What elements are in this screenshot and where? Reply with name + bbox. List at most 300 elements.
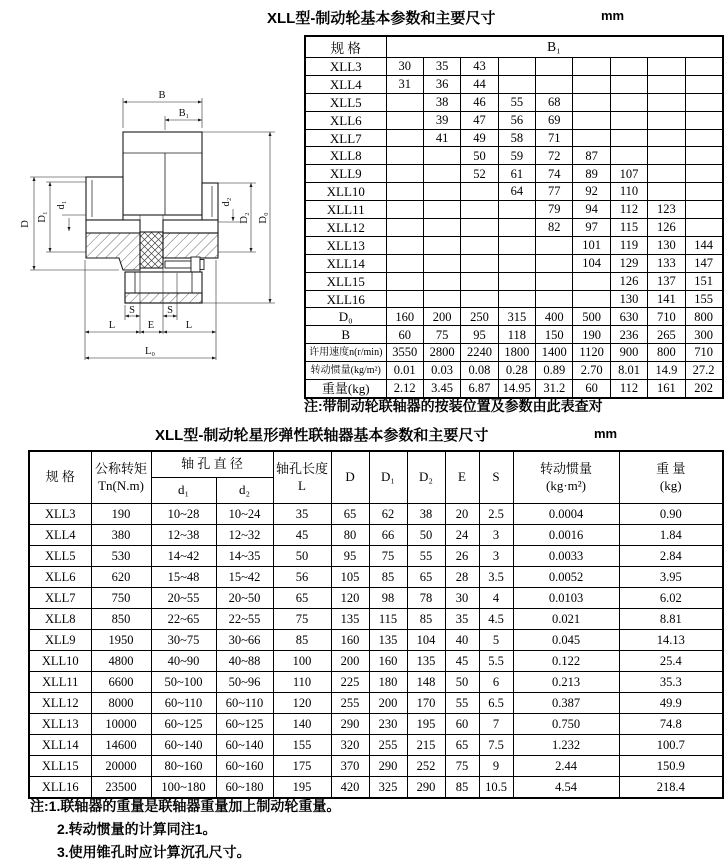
table2-row-value-cell: 45 — [273, 525, 331, 546]
table2-row-value-cell: 0.213 — [513, 672, 619, 693]
table1-row-value-cell — [573, 129, 610, 147]
table1-row-value-cell: 44 — [461, 75, 498, 93]
dim-label-d1: d₁ — [56, 200, 67, 210]
table2-row-value-cell: 56 — [273, 567, 331, 588]
table2-row-value-cell: 1950 — [91, 630, 151, 651]
table1-row-value-cell — [461, 236, 498, 254]
table2-row-value-cell: 5 — [479, 630, 513, 651]
table1-row-spec-cell: XLL6 — [305, 111, 386, 129]
table1-row-value-cell: 38 — [423, 93, 460, 111]
table1-row-value-cell: 97 — [573, 219, 610, 237]
table1-row-value-cell: 123 — [648, 201, 685, 219]
table1-row — [305, 93, 723, 111]
table1-row-value-cell — [610, 147, 647, 165]
footnotes — [30, 795, 340, 864]
table2-row-value-cell: 110 — [273, 672, 331, 693]
table2-row-spec-cell: XLL14 — [29, 735, 91, 756]
table1-row-value-cell: 129 — [610, 254, 647, 272]
table1-row — [305, 362, 723, 380]
table2-row-value-cell: 80 — [331, 525, 369, 546]
table2-row-value-cell: 50~100 — [151, 672, 216, 693]
table1-row-value-cell — [648, 93, 685, 111]
table1-row — [305, 165, 723, 183]
table1-row-value-cell: 900 — [610, 344, 647, 362]
table1-row-spec-cell: XLL16 — [305, 290, 386, 308]
table2-row-value-cell: 160 — [369, 651, 407, 672]
table2-row-value-cell: 255 — [369, 735, 407, 756]
table2-row — [29, 525, 723, 546]
table1-row-value-cell: 800 — [685, 308, 722, 326]
table1-row-value-cell — [423, 290, 460, 308]
table2-row-value-cell: 0.90 — [619, 504, 723, 525]
table1-row-value-cell: 64 — [498, 183, 535, 201]
table2-row-value-cell: 530 — [91, 546, 151, 567]
table1-row-param-label: 重量(kg) — [305, 380, 386, 398]
table2-row-value-cell: 75 — [273, 609, 331, 630]
table1-row-value-cell — [648, 165, 685, 183]
table1-row-value-cell: 60 — [386, 326, 423, 344]
table1-row-value-cell — [610, 111, 647, 129]
table2-row-value-cell: 98 — [369, 588, 407, 609]
torque-header-line2: Tn(N.m) — [98, 477, 144, 493]
table1-row-value-cell: 710 — [685, 344, 722, 362]
table2-row-spec-cell: XLL16 — [29, 777, 91, 799]
left-shaft-hatch — [86, 233, 140, 270]
table1-row-value-cell — [498, 290, 535, 308]
table2-row-value-cell: 74.8 — [619, 714, 723, 735]
footnote-line: 2.转动惯量的计算同注1。 — [57, 821, 217, 837]
table1-row-value-cell: 58 — [498, 129, 535, 147]
table2-row-value-cell: 38 — [407, 504, 445, 525]
table1-row-value-cell — [423, 165, 460, 183]
dim-label-B1: B₁ — [178, 108, 190, 119]
table2-row-value-cell: 20 — [445, 504, 479, 525]
table1-row-value-cell — [685, 165, 722, 183]
table1-row-value-cell — [685, 93, 722, 111]
table1-row-value-cell: 39 — [423, 111, 460, 129]
table1-row-value-cell: 110 — [610, 183, 647, 201]
table1-row-value-cell: 30 — [386, 58, 423, 76]
table1-row-value-cell: 82 — [536, 219, 573, 237]
table1-row-value-cell — [648, 147, 685, 165]
table1-row-value-cell — [461, 272, 498, 290]
table2-row-value-cell: 620 — [91, 567, 151, 588]
table2-row — [29, 693, 723, 714]
table1-row-value-cell: 27.2 — [685, 362, 722, 380]
table1-row-value-cell — [461, 290, 498, 308]
dim-label-D0: D₀ — [258, 212, 269, 224]
table1-row-value-cell: 126 — [610, 272, 647, 290]
table1-row-value-cell: 1800 — [498, 344, 535, 362]
table2-row-value-cell: 66 — [369, 525, 407, 546]
table1-row-value-cell — [685, 75, 722, 93]
dim-label-L-right: L — [185, 320, 193, 331]
table1-row-value-cell — [461, 183, 498, 201]
table1-row-value-cell — [536, 254, 573, 272]
table1-row-value-cell: 155 — [685, 290, 722, 308]
table2-row-value-cell: 20~55 — [151, 588, 216, 609]
table1-row-value-cell: 104 — [573, 254, 610, 272]
table1-row-value-cell: 0.28 — [498, 362, 535, 380]
table1-row-value-cell — [573, 111, 610, 129]
table2-row-value-cell: 290 — [331, 714, 369, 735]
table2-row-value-cell: 3 — [479, 546, 513, 567]
table1-row-param-label: 转动惯量(kg/m²) — [305, 362, 386, 380]
weight-header-line1: 重 量 — [656, 461, 686, 477]
table2-D2-header: D₂ — [407, 451, 445, 504]
table2-row-value-cell: 55 — [445, 693, 479, 714]
table2-row-value-cell: 115 — [369, 609, 407, 630]
table1-row-value-cell — [461, 201, 498, 219]
dim-label-L-left: L — [108, 320, 116, 331]
table2-row-spec-cell: XLL5 — [29, 546, 91, 567]
table2-row-value-cell: 2.84 — [619, 546, 723, 567]
table1-row-value-cell: 92 — [573, 183, 610, 201]
coupling-table — [28, 450, 724, 799]
table2-row-value-cell: 200 — [369, 693, 407, 714]
table2-row-value-cell: 100~180 — [151, 777, 216, 799]
table2-row-value-cell: 148 — [407, 672, 445, 693]
table1-row-value-cell: 500 — [573, 308, 610, 326]
table2-row-value-cell: 0.750 — [513, 714, 619, 735]
table2-row — [29, 504, 723, 525]
table2-row-spec-cell: XLL11 — [29, 672, 91, 693]
table1-row-spec-cell: XLL3 — [305, 58, 386, 76]
table1-row-value-cell: 68 — [536, 93, 573, 111]
coupling-section-drawing — [8, 68, 298, 398]
table1-row-value-cell: 710 — [648, 308, 685, 326]
table1-row-value-cell — [386, 236, 423, 254]
table2-row-value-cell: 8000 — [91, 693, 151, 714]
right-shaft-hatch — [163, 233, 218, 258]
table2-row-value-cell: 26 — [445, 546, 479, 567]
table2-row-value-cell: 325 — [369, 777, 407, 799]
table1-row-spec-cell: XLL12 — [305, 219, 386, 237]
table2-row-value-cell: 850 — [91, 609, 151, 630]
table1-row-spec-cell: XLL11 — [305, 201, 386, 219]
table2-row-value-cell: 225 — [331, 672, 369, 693]
table2-row-value-cell: 1.232 — [513, 735, 619, 756]
table1-row-value-cell: 49 — [461, 129, 498, 147]
dimension-labels — [20, 90, 269, 357]
table1-row-value-cell: 144 — [685, 236, 722, 254]
table1-row-value-cell — [685, 147, 722, 165]
table1-row-value-cell: 130 — [648, 236, 685, 254]
table1-row — [305, 147, 723, 165]
table2-row-value-cell: 25.4 — [619, 651, 723, 672]
table2-row-value-cell: 290 — [369, 756, 407, 777]
table1-row-spec-cell: XLL10 — [305, 183, 386, 201]
table1-row — [305, 58, 723, 76]
table1-row-value-cell: 35 — [423, 58, 460, 76]
table1-row-value-cell: 56 — [498, 111, 535, 129]
table2-row-value-cell: 30~66 — [216, 630, 273, 651]
table1-row-value-cell — [573, 272, 610, 290]
table2-S-header: S — [479, 451, 513, 504]
table1-row-value-cell: 50 — [461, 147, 498, 165]
table1-row-value-cell — [386, 129, 423, 147]
table1-row-value-cell — [648, 129, 685, 147]
table2-row-value-cell: 45 — [445, 651, 479, 672]
table2-row-value-cell: 65 — [445, 735, 479, 756]
table1-row-value-cell — [386, 201, 423, 219]
table2-row-value-cell: 160 — [331, 630, 369, 651]
table2-row-value-cell: 14~35 — [216, 546, 273, 567]
table1-row-value-cell: 1120 — [573, 344, 610, 362]
table2-row-value-cell: 120 — [273, 693, 331, 714]
table1-row — [305, 219, 723, 237]
table1-row-value-cell — [685, 129, 722, 147]
table2-row-value-cell: 105 — [331, 567, 369, 588]
table2-row-value-cell: 60~160 — [216, 756, 273, 777]
table2-row-value-cell: 20000 — [91, 756, 151, 777]
table2-row-value-cell: 15~48 — [151, 567, 216, 588]
table2-row-value-cell: 8.81 — [619, 609, 723, 630]
table1-row-value-cell: 43 — [461, 58, 498, 76]
table1-row — [305, 272, 723, 290]
table1-row-value-cell: 0.01 — [386, 362, 423, 380]
table2-row — [29, 735, 723, 756]
footnote-line: 3.使用锥孔时应计算沉孔尺寸。 — [57, 844, 251, 860]
table1-spec-header: 规 格 — [305, 36, 386, 58]
table1-row-value-cell: 36 — [423, 75, 460, 93]
table1-row-value-cell: 0.08 — [461, 362, 498, 380]
table2-weight-header — [619, 451, 723, 504]
table2-row-value-cell: 175 — [273, 756, 331, 777]
table1-row-value-cell — [423, 272, 460, 290]
table1-row-value-cell: 101 — [573, 236, 610, 254]
table2-row-value-cell: 290 — [407, 777, 445, 799]
table2-row-value-cell: 75 — [445, 756, 479, 777]
bore-length-line1: 轴孔长度 — [276, 461, 329, 477]
table2-row — [29, 546, 723, 567]
torque-header-line1: 公称转矩 — [94, 461, 147, 477]
table1-row-value-cell — [573, 75, 610, 93]
table1-row-value-cell: 1400 — [536, 344, 573, 362]
table1-row-value-cell: 6.87 — [461, 380, 498, 398]
table2-row-value-cell: 78 — [407, 588, 445, 609]
dim-label-D2: D₂ — [239, 212, 250, 224]
table2-row-value-cell: 6.02 — [619, 588, 723, 609]
dim-label-B: B — [158, 90, 166, 101]
table2-row-value-cell: 104 — [407, 630, 445, 651]
table1-row-value-cell: 41 — [423, 129, 460, 147]
table1-row-value-cell: 59 — [498, 147, 535, 165]
table1-row-value-cell: 31.2 — [536, 380, 573, 398]
table1-row-value-cell: 69 — [536, 111, 573, 129]
table2-row-value-cell: 30~75 — [151, 630, 216, 651]
table2-row-value-cell: 7 — [479, 714, 513, 735]
table1-row-spec-cell: XLL7 — [305, 129, 386, 147]
table2-E-header: E — [445, 451, 479, 504]
table2-row-value-cell: 0.0016 — [513, 525, 619, 546]
table2-row-value-cell: 80~160 — [151, 756, 216, 777]
table2-torque-header — [91, 451, 151, 504]
table2-row-value-cell: 60 — [445, 714, 479, 735]
table1-row-value-cell — [648, 58, 685, 76]
table2-row-value-cell: 0.122 — [513, 651, 619, 672]
table1-row — [305, 326, 723, 344]
table2-row-value-cell: 190 — [91, 504, 151, 525]
table2-row-value-cell: 1.84 — [619, 525, 723, 546]
table1-row-value-cell: 55 — [498, 93, 535, 111]
table2-row-value-cell: 60~125 — [151, 714, 216, 735]
inertia-header-line1: 转动惯量 — [540, 461, 593, 477]
table2-row-value-cell: 14~42 — [151, 546, 216, 567]
table2-row — [29, 630, 723, 651]
table2-row-value-cell: 40~88 — [216, 651, 273, 672]
table2-row-value-cell: 255 — [331, 693, 369, 714]
table1-row-value-cell — [498, 254, 535, 272]
table2-row-spec-cell: XLL13 — [29, 714, 91, 735]
table1-unit: mm — [601, 8, 625, 23]
table1-note: 注:带制动轮联轴器的按装位置及参数由此表查对 — [304, 398, 603, 414]
table1-row-value-cell: 94 — [573, 201, 610, 219]
table1-row-value-cell: 130 — [610, 290, 647, 308]
table2-row-value-cell: 750 — [91, 588, 151, 609]
table2-row-spec-cell: XLL3 — [29, 504, 91, 525]
table1-row-value-cell: 14.95 — [498, 380, 535, 398]
table2-header-row-1 — [29, 451, 723, 478]
table2-row-value-cell: 14.13 — [619, 630, 723, 651]
brake-drum-section — [123, 132, 202, 215]
table2-row — [29, 588, 723, 609]
table1-row-value-cell: 72 — [536, 147, 573, 165]
table2-row-value-cell: 230 — [369, 714, 407, 735]
table2-title: XLL型-制动轮星形弹性联轴器基本参数和主要尺寸 — [155, 427, 489, 444]
table2-d2-header: d₂ — [216, 478, 273, 504]
table2-row-value-cell: 252 — [407, 756, 445, 777]
right-hub-section — [202, 183, 218, 220]
table1-b1-header: B₁ — [386, 36, 723, 58]
table1-row-value-cell — [498, 58, 535, 76]
table1-row-value-cell — [498, 201, 535, 219]
table2-row-value-cell: 5.5 — [479, 651, 513, 672]
table1-row-value-cell: 141 — [648, 290, 685, 308]
table2-row-value-cell: 7.5 — [479, 735, 513, 756]
table1-row-value-cell: 151 — [685, 272, 722, 290]
table2-row-value-cell: 65 — [331, 504, 369, 525]
table2-row — [29, 672, 723, 693]
table1-title: XLL型-制动轮基本参数和主要尺寸 — [267, 10, 496, 27]
table1-row-value-cell: 0.89 — [536, 362, 573, 380]
table2-row-value-cell: 3 — [479, 525, 513, 546]
table1-row-value-cell: 161 — [648, 380, 685, 398]
table1-row-value-cell — [498, 75, 535, 93]
table1-row-value-cell — [573, 93, 610, 111]
table1-row-value-cell: 2.12 — [386, 380, 423, 398]
table2-row-value-cell: 60~110 — [216, 693, 273, 714]
table2-row-value-cell: 75 — [369, 546, 407, 567]
table1-row-value-cell — [386, 93, 423, 111]
table1-row-value-cell — [685, 111, 722, 129]
table2-row-value-cell: 370 — [331, 756, 369, 777]
table1-row-value-cell — [461, 254, 498, 272]
table2-row-value-cell: 3.95 — [619, 567, 723, 588]
table1-row-value-cell — [573, 58, 610, 76]
table2-row-value-cell: 100.7 — [619, 735, 723, 756]
table2-row-value-cell: 65 — [407, 567, 445, 588]
table2-row-value-cell: 140 — [273, 714, 331, 735]
table1-row-value-cell — [648, 75, 685, 93]
table2-row-value-cell: 15~42 — [216, 567, 273, 588]
table2-unit: mm — [594, 426, 618, 441]
table1-row — [305, 236, 723, 254]
table2-row-value-cell: 22~65 — [151, 609, 216, 630]
table2-row-spec-cell: XLL10 — [29, 651, 91, 672]
dim-label-D: D — [20, 220, 31, 228]
table2-row-value-cell: 0.0004 — [513, 504, 619, 525]
dim-label-D1: D₁ — [37, 211, 48, 223]
table1-row-value-cell: 160 — [386, 308, 423, 326]
table2-row-value-cell: 4 — [479, 588, 513, 609]
table2-row — [29, 609, 723, 630]
table2-row-value-cell: 50~96 — [216, 672, 273, 693]
table1-row-value-cell — [498, 219, 535, 237]
table2-row-value-cell: 0.0103 — [513, 588, 619, 609]
table2-row-value-cell: 12~32 — [216, 525, 273, 546]
table1-row-value-cell — [386, 272, 423, 290]
table2-row-value-cell: 120 — [331, 588, 369, 609]
table1-row-value-cell: 800 — [648, 344, 685, 362]
table1-row-value-cell: 200 — [423, 308, 460, 326]
table1-row-value-cell: 2.70 — [573, 362, 610, 380]
table1-row-spec-cell: XLL13 — [305, 236, 386, 254]
table2-row-value-cell: 28 — [445, 567, 479, 588]
table1-row — [305, 254, 723, 272]
table2-row-value-cell: 10.5 — [479, 777, 513, 799]
dim-label-L0: L₀ — [144, 346, 156, 357]
table2-row-value-cell: 2.44 — [513, 756, 619, 777]
table1-row-value-cell: 250 — [461, 308, 498, 326]
table1-row — [305, 183, 723, 201]
table1-row-value-cell: 300 — [685, 326, 722, 344]
table1-row-value-cell: 2240 — [461, 344, 498, 362]
table1-row-value-cell: 79 — [536, 201, 573, 219]
table2-row-value-cell: 60~180 — [216, 777, 273, 799]
table2-row-value-cell: 10~28 — [151, 504, 216, 525]
table1-row-value-cell — [536, 236, 573, 254]
table1-row-spec-cell: XLL15 — [305, 272, 386, 290]
table1-row-value-cell — [610, 75, 647, 93]
table1-row-value-cell: 60 — [573, 380, 610, 398]
table1-row-value-cell: 95 — [461, 326, 498, 344]
part-outlines — [86, 132, 218, 303]
table1-row-value-cell: 400 — [536, 308, 573, 326]
table1-row — [305, 111, 723, 129]
table2-row-value-cell: 60~140 — [216, 735, 273, 756]
table1-row-value-cell: 77 — [536, 183, 573, 201]
table2-row-value-cell: 3.5 — [479, 567, 513, 588]
table1-row-value-cell: 133 — [648, 254, 685, 272]
table1-row-value-cell — [536, 272, 573, 290]
table1-row-value-cell: 315 — [498, 308, 535, 326]
table2-row-value-cell: 65 — [273, 588, 331, 609]
table2-row-value-cell: 155 — [273, 735, 331, 756]
table2-row-value-cell: 40~90 — [151, 651, 216, 672]
table1-row-value-cell — [648, 111, 685, 129]
table2-bore-dia-header: 轴 孔 直 径 — [151, 451, 273, 478]
table1-row-param-label: B — [305, 326, 386, 344]
table1-row-value-cell — [685, 58, 722, 76]
table1-row — [305, 290, 723, 308]
table1-row-value-cell: 115 — [610, 219, 647, 237]
table2-row-value-cell: 320 — [331, 735, 369, 756]
table2-row-value-cell: 49.9 — [619, 693, 723, 714]
table2-row-value-cell: 215 — [407, 735, 445, 756]
table1-row-value-cell — [498, 272, 535, 290]
table1-row-value-cell — [498, 236, 535, 254]
